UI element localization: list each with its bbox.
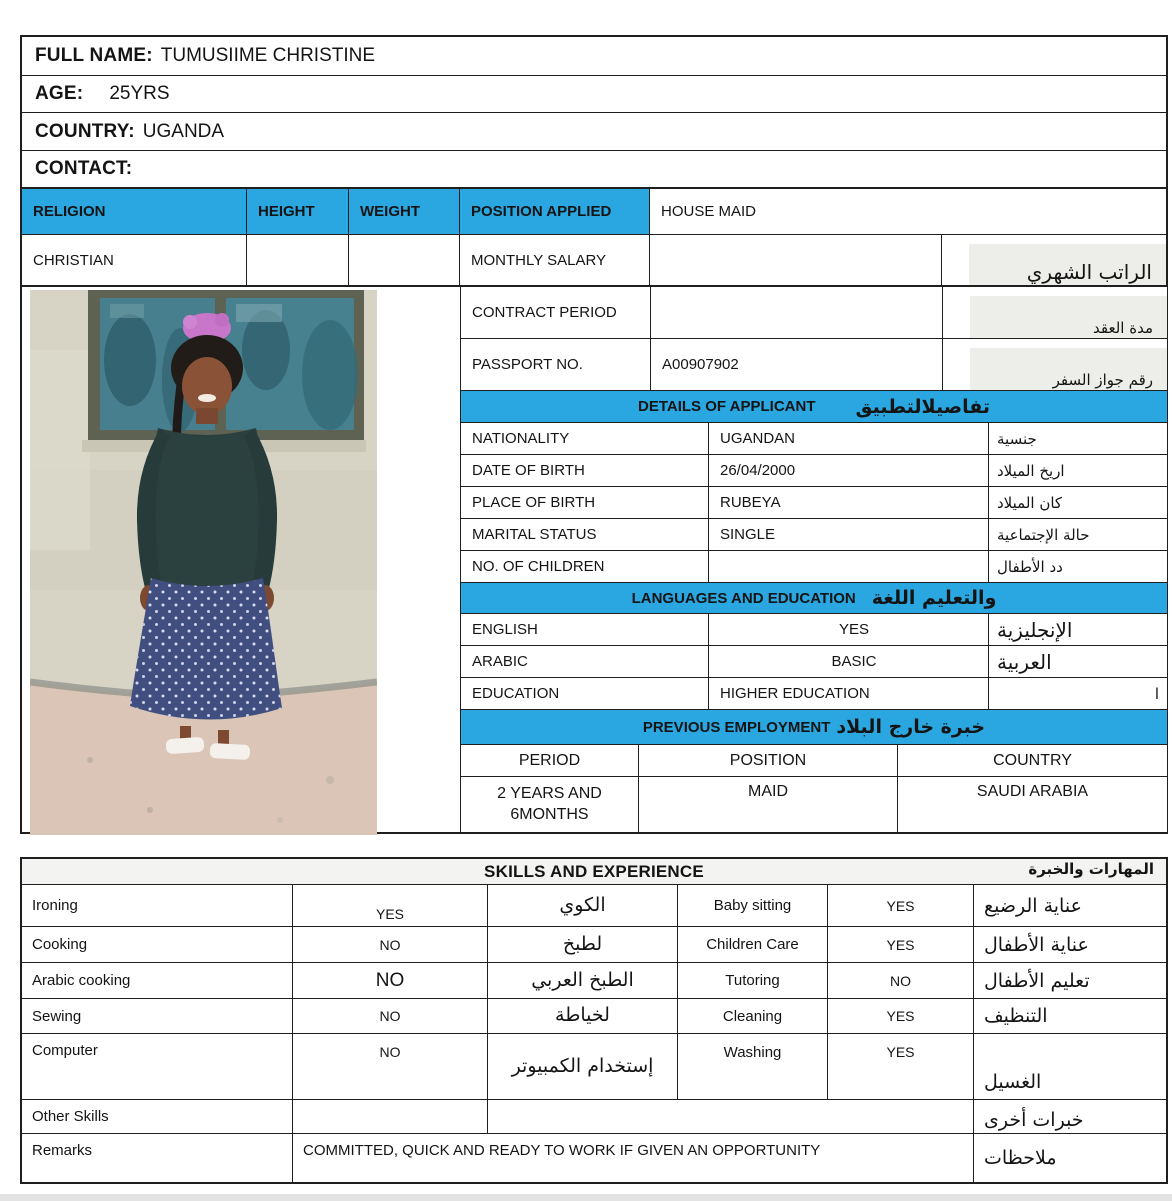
skill-cleaning-value: YES bbox=[828, 999, 974, 1034]
remarks-arabic: ملاحظات bbox=[974, 1134, 1166, 1182]
applicant-photo bbox=[30, 290, 377, 835]
skill-washing-value: YES bbox=[828, 1034, 974, 1100]
employment-title: PREVIOUS EMPLOYMENT bbox=[642, 718, 831, 736]
date-of-birth-value: 26/04/2000 bbox=[709, 455, 989, 487]
education-value: HIGHER EDUCATION bbox=[709, 678, 989, 710]
skill-babysitting-label: Baby sitting bbox=[678, 885, 828, 927]
skill-sewing-value: NO bbox=[293, 999, 488, 1034]
english-label: ENGLISH bbox=[461, 614, 709, 646]
languages-title-arabic: والتعليم اللغة bbox=[871, 587, 997, 609]
other-skills-label: Other Skills bbox=[22, 1100, 293, 1134]
skill-cooking-label: Cooking bbox=[22, 927, 293, 963]
skill-washing-arabic: الغسيل bbox=[984, 1071, 1042, 1093]
skill-sewing-label: Sewing bbox=[22, 999, 293, 1034]
contract-period-arabic: مدة العقد bbox=[943, 287, 1167, 339]
full-name-label: FULL NAME: bbox=[35, 45, 153, 66]
skill-arabiccooking-arabic: الطبخ العربي bbox=[531, 968, 634, 991]
monthly-salary-arabic: الراتب الشهري bbox=[942, 235, 1166, 285]
employment-title-arabic: خبرة خارج البلاد bbox=[836, 716, 986, 738]
english-value: YES bbox=[709, 614, 989, 646]
weight-value bbox=[349, 235, 460, 285]
skills-section-header bbox=[22, 859, 1166, 885]
height-header: HEIGHT bbox=[247, 189, 349, 235]
english-arabic: الإنجليزية bbox=[997, 617, 1073, 642]
employment-col-period: PERIOD bbox=[461, 745, 639, 777]
full-name-row bbox=[22, 37, 1166, 76]
age-label: AGE: bbox=[35, 83, 84, 104]
details-section-header bbox=[461, 391, 1167, 423]
contract-period-label: CONTRACT PERIOD bbox=[461, 287, 651, 339]
date-of-birth-label: DATE OF BIRTH bbox=[461, 455, 709, 487]
skill-tutoring-value: NO bbox=[828, 963, 974, 999]
contact-row bbox=[22, 151, 1166, 187]
date-of-birth-arabic: اريخ الميلاد bbox=[997, 461, 1065, 480]
skill-cleaning-arabic: التنظيف bbox=[984, 1005, 1048, 1027]
photo-cell bbox=[22, 287, 460, 832]
arabic-value: BASIC bbox=[709, 646, 989, 678]
position-applied-value: HOUSE MAID bbox=[650, 189, 1166, 235]
place-of-birth-arabic: كان الميلاد bbox=[997, 493, 1063, 512]
religion-value: CHRISTIAN bbox=[22, 235, 247, 285]
skill-ironing-label: Ironing bbox=[22, 885, 293, 927]
marital-status-value: SINGLE bbox=[709, 519, 989, 551]
nationality-value: UGANDAN bbox=[709, 423, 989, 455]
skill-arabiccooking-label: Arabic cooking bbox=[22, 963, 293, 999]
identity-section bbox=[20, 35, 1168, 189]
religion-header: RELIGION bbox=[22, 189, 247, 235]
nationality-arabic: جنسية bbox=[997, 429, 1037, 448]
country-label: COUNTRY: bbox=[35, 120, 135, 142]
skill-computer-arabic: إستخدام الكمبيوتر bbox=[511, 1054, 654, 1077]
arabic-arabic: العربية bbox=[997, 649, 1052, 674]
middle-section bbox=[20, 287, 1168, 834]
attributes-section bbox=[20, 189, 1168, 287]
contract-period-value bbox=[651, 287, 943, 339]
weight-header: WEIGHT bbox=[349, 189, 460, 235]
other-skills-arabic: خبرات أخرى bbox=[984, 1109, 1084, 1131]
marital-status-arabic: حالة الإجتماعية bbox=[997, 525, 1090, 544]
skill-babysitting-arabic: عناية الرضيع bbox=[984, 894, 1082, 917]
scan-edge bbox=[0, 1194, 1172, 1201]
skill-arabiccooking-value: NO bbox=[293, 963, 488, 999]
languages-section-header bbox=[461, 583, 1167, 614]
passport-value: A00907902 bbox=[651, 339, 943, 391]
skill-cleaning-label: Cleaning bbox=[678, 999, 828, 1034]
detail-stack bbox=[460, 287, 1167, 832]
place-of-birth-label: PLACE OF BIRTH bbox=[461, 487, 709, 519]
full-name-value: TUMUSIIME CHRISTINE bbox=[160, 45, 376, 66]
details-title: DETAILS OF APPLICANT bbox=[637, 398, 816, 415]
skill-childrencare-arabic: عناية الأطفال bbox=[984, 933, 1089, 956]
arabic-label: ARABIC bbox=[461, 646, 709, 678]
country-value: UGANDA bbox=[142, 120, 225, 142]
skill-babysitting-value: YES bbox=[828, 885, 974, 927]
remarks-label: Remarks bbox=[22, 1134, 293, 1182]
remarks-value: COMMITTED, QUICK AND READY TO WORK IF GIVEN AN OPPORTUNITY bbox=[293, 1134, 974, 1182]
skill-tutoring-label: Tutoring bbox=[678, 963, 828, 999]
skill-computer-value: NO bbox=[293, 1034, 488, 1100]
contact-label: CONTACT: bbox=[35, 158, 133, 179]
position-applied-header: POSITION APPLIED bbox=[460, 189, 650, 235]
cv-document bbox=[20, 35, 1168, 1184]
country-row bbox=[22, 113, 1166, 151]
age-row bbox=[22, 76, 1166, 113]
place-of-birth-value: RUBEYA bbox=[709, 487, 989, 519]
employment-col-position: POSITION bbox=[639, 745, 898, 777]
children-label: NO. OF CHILDREN bbox=[461, 551, 709, 583]
children-arabic: دد الأطفال bbox=[997, 557, 1063, 576]
education-arabic: ا bbox=[1154, 684, 1159, 703]
passport-arabic: رقم جواز السفر bbox=[943, 339, 1167, 391]
skill-cooking-arabic: لطبخ bbox=[562, 932, 603, 955]
employment-position-value: MAID bbox=[639, 777, 898, 832]
skills-section bbox=[20, 857, 1168, 1184]
nationality-label: NATIONALITY bbox=[461, 423, 709, 455]
skill-sewing-arabic: لخياطة bbox=[555, 1004, 610, 1027]
skill-childrencare-value: YES bbox=[828, 927, 974, 963]
skill-ironing-arabic: الكوي bbox=[559, 893, 606, 916]
employment-section-header bbox=[461, 710, 1167, 745]
children-value bbox=[709, 551, 989, 583]
details-title-arabic: تفاصيلالتطبيق bbox=[855, 395, 991, 418]
passport-label: PASSPORT NO. bbox=[461, 339, 651, 391]
employment-period-value: 2 YEARS AND 6MONTHS bbox=[461, 777, 639, 832]
skill-computer-label: Computer bbox=[22, 1034, 293, 1100]
height-value bbox=[247, 235, 349, 285]
skills-title-arabic: المهارات والخبرة bbox=[1028, 860, 1154, 878]
skill-ironing-value: YES bbox=[293, 885, 488, 927]
languages-title: LANGUAGES AND EDUCATION bbox=[631, 589, 856, 607]
skill-cooking-value: NO bbox=[293, 927, 488, 963]
education-label: EDUCATION bbox=[461, 678, 709, 710]
other-skills-value-2 bbox=[488, 1100, 974, 1134]
other-skills-value-1 bbox=[293, 1100, 488, 1134]
monthly-salary-label: MONTHLY SALARY bbox=[460, 235, 650, 285]
age-value: 25YRS bbox=[109, 83, 170, 104]
employment-country-value: SAUDI ARABIA bbox=[898, 777, 1167, 832]
skills-title: SKILLS AND EXPERIENCE bbox=[484, 861, 704, 881]
monthly-salary-value bbox=[650, 235, 942, 285]
employment-col-country: COUNTRY bbox=[898, 745, 1167, 777]
skill-childrencare-label: Children Care bbox=[678, 927, 828, 963]
marital-status-label: MARITAL STATUS bbox=[461, 519, 709, 551]
skill-washing-label: Washing bbox=[678, 1034, 828, 1100]
skill-tutoring-arabic: تعليم الأطفال bbox=[984, 969, 1090, 992]
